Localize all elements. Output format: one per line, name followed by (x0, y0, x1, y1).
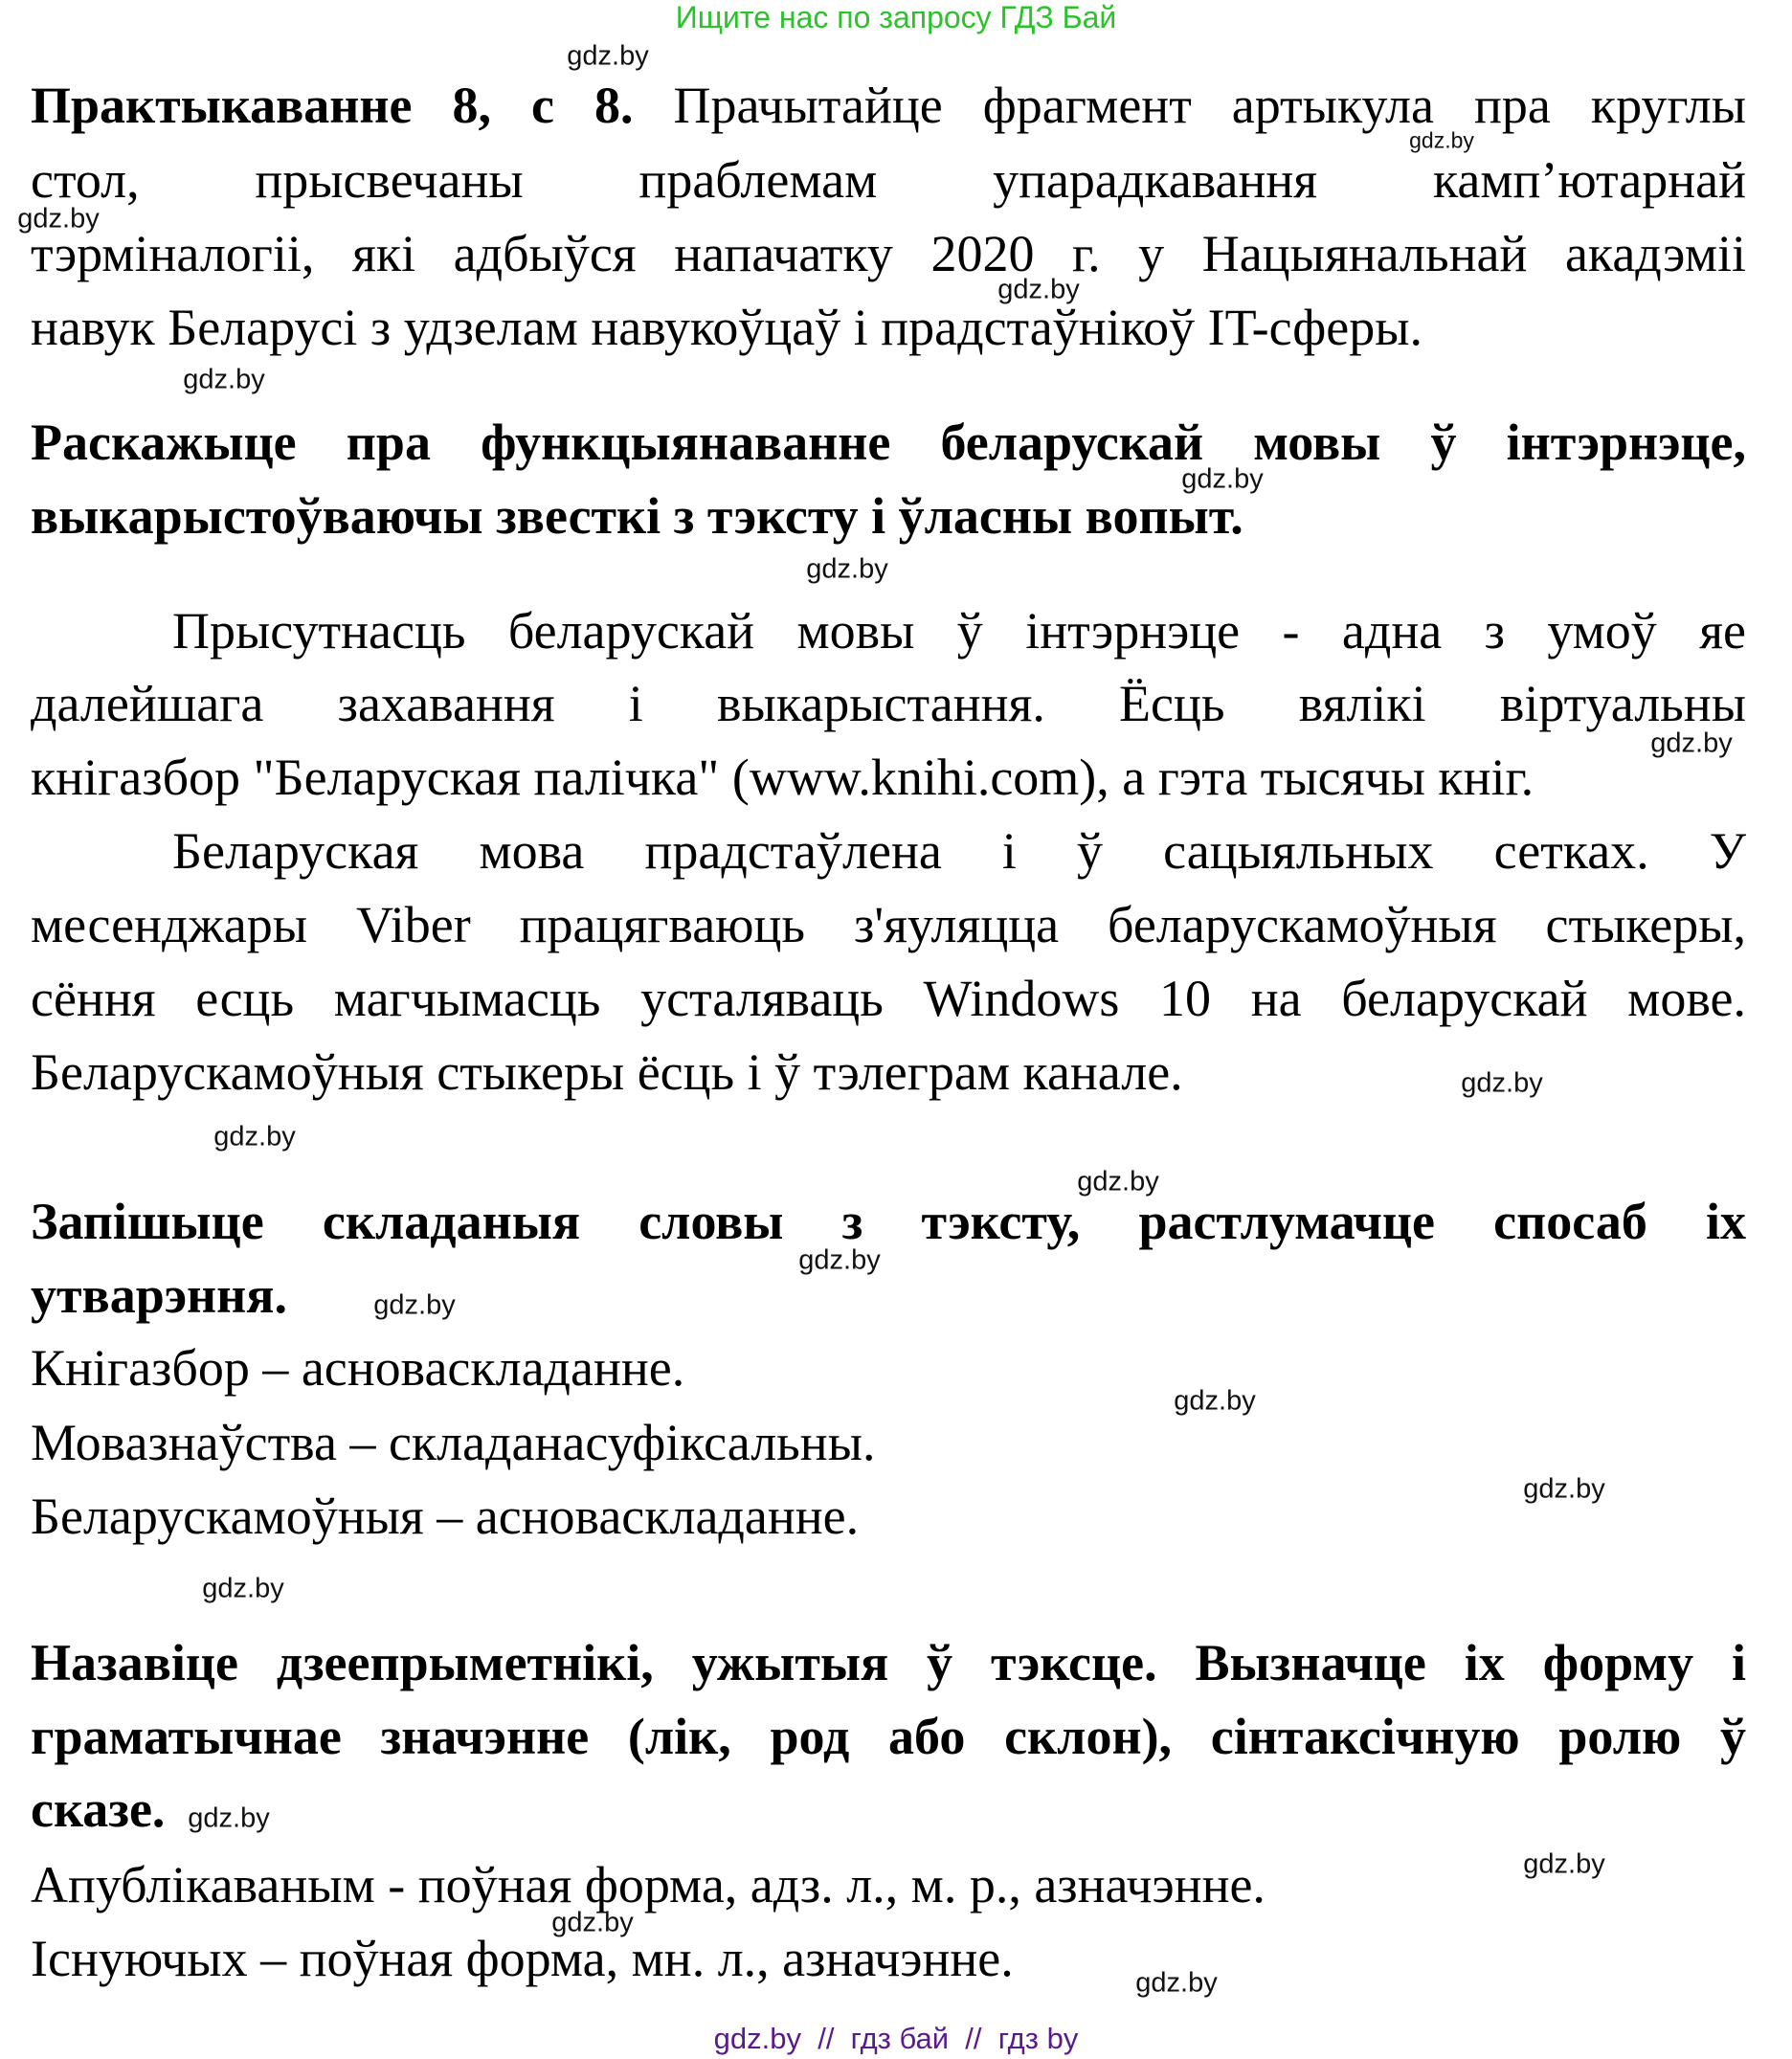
watermark: gdz.by (1523, 1848, 1605, 1880)
task-text: Прачытайце фрагмент артыкула пра круглы (673, 77, 1746, 134)
watermark: gdz.by (373, 1289, 456, 1321)
answer-1-line: Беларуская мова прадстаўлена і ў сацыяльных сетках. У (172, 822, 1746, 880)
watermark: gdz.by (551, 1907, 634, 1938)
footer-links: gdz.by // гдз бай // гдз by (713, 2022, 1079, 2055)
task-line-4: навук Беларусі з удзелам навукоўцаў і прадстаўнікоў IT-сферы. (31, 299, 1423, 356)
answer-1-line: Беларускамоўныя стыкеры ёсць і ў тэлеграм канале. (31, 1043, 1183, 1101)
watermark: gdz.by (1174, 1385, 1256, 1417)
watermark: gdz.by (567, 40, 649, 72)
watermark: gdz.by (1523, 1473, 1605, 1505)
watermark: gdz.by (202, 1573, 284, 1604)
question-3-line-1: Назавіце дзеепрыметнікі, ужытыя ў тэксце. Вызначце іх форму і (31, 1634, 1746, 1691)
watermark: gdz.by (183, 364, 265, 395)
question-3-line-3: сказе. (31, 1780, 166, 1838)
watermark: gdz.by (213, 1121, 296, 1153)
watermark: gdz.by (1181, 463, 1264, 495)
answer-3-line: Існуючых – поўная форма, мн. л., азначэнне. (31, 1930, 1014, 1987)
question-3-line-2: граматычнае значэнне (лік, род або склон), сінтаксічную ролю ў (31, 1708, 1746, 1765)
answer-1-line: сёння есць магчымасць усталяваць Windows 10 на беларускай мове. (31, 970, 1746, 1027)
watermark: gdz.by (1650, 727, 1733, 759)
search-hint-banner: Ищите нас по запросу ГДЗ Бай (675, 0, 1117, 34)
task-line-3: тэрміналогіі, які адбыўся напачатку 2020 г. у Нацыянальнай акадэміі (31, 225, 1746, 282)
question-1-line-1: Раскажыце пра функцыянаванне беларускай мовы ў інтэрнэце, (31, 414, 1746, 471)
task-line-2: стол, прысвечаны праблемам упарадкавання камп’ютарнай (31, 151, 1746, 209)
answer-2-line: Кнігазбор – асноваскладанне. (31, 1339, 685, 1397)
watermark: gdz.by (997, 274, 1080, 305)
watermark: gdz.by (1077, 1166, 1159, 1197)
answer-2-line: Беларускамоўныя – асноваскладанне. (31, 1488, 860, 1545)
question-1-line-2: выкарыстоўваючы звесткі з тэксту і ўласны вопыт. (31, 487, 1243, 545)
answer-2-line: Мовазнаўства – складанасуфіксальны. (31, 1414, 876, 1471)
watermark: gdz.by (806, 553, 888, 585)
task-title: Практыкаванне 8, с 8. (31, 77, 634, 134)
watermark: gdz.by (188, 1802, 270, 1834)
answer-1-line: кнігазбор "Беларуская палічка" (www.knihi.com), а гэта тысячы кніг. (31, 749, 1534, 806)
watermark: gdz.by (17, 203, 100, 235)
answer-3-line: Апублікаваным - поўная форма, адз. л., м. р., азначэнне. (31, 1856, 1266, 1914)
watermark: gdz.by (1135, 1967, 1218, 1999)
watermark: gdz.by (1409, 127, 1474, 153)
answer-1-line: далейшага захавання і выкарыстання. Ёсць вялікі віртуальны (31, 675, 1746, 732)
question-2-line-2: утварэння. (31, 1266, 287, 1324)
question-2-line-1: Запішыце складаныя словы з тэксту, растлумачце спосаб іх (31, 1193, 1746, 1250)
watermark: gdz.by (1461, 1067, 1543, 1099)
watermark: gdz.by (798, 1244, 881, 1276)
task-line-1 (31, 68, 1746, 143)
answer-1-line: Прысутнасць беларускай мовы ў інтэрнэце - адна з умоў яе (172, 602, 1746, 660)
answer-1-line: месенджары Viber працягваюць з'яуляцца беларускамоўныя стыкеры, (31, 896, 1746, 953)
